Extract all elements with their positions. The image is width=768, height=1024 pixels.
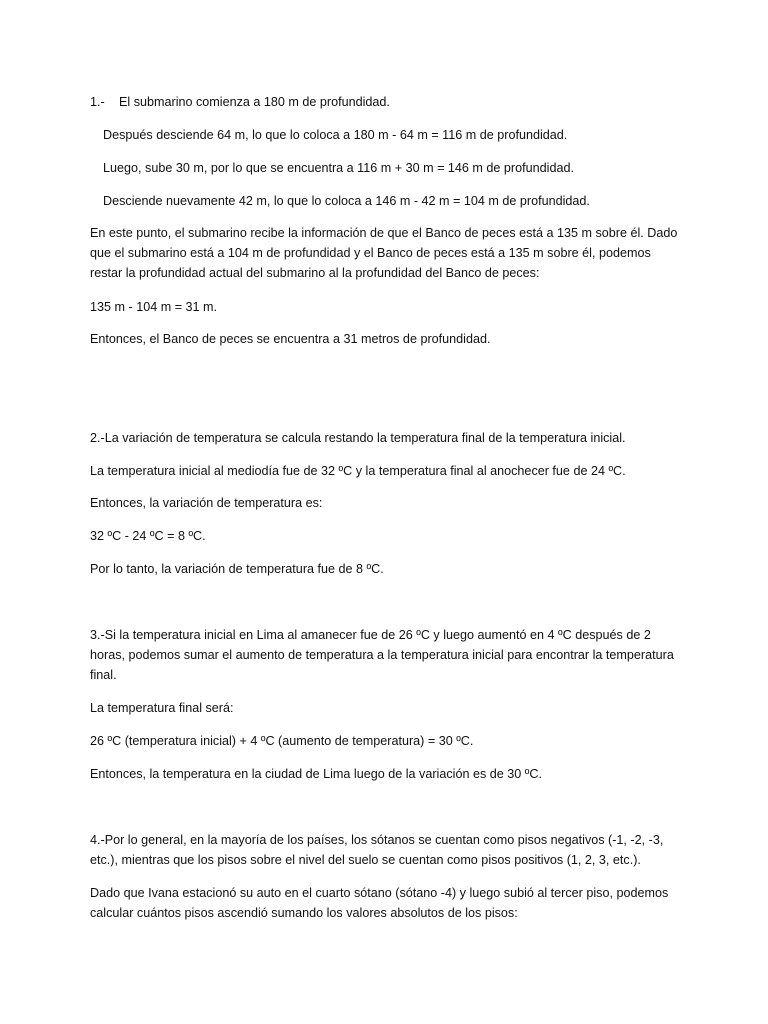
problem-2-calculation: 32 ºC - 24 ºC = 8 ºC. (90, 529, 206, 543)
problem-1-step-descend-again: Desciende nuevamente 42 m, lo que lo coloca a 146 m - 42 m = 104 m de profundidad. (103, 194, 590, 208)
problem-3-intro: 3.-Si la temperatura inicial en Lima al amanecer fue de 26 ºC y luego aumentó en 4 ºC después de 2 horas, podemos sumar el aumento de temperatura a la temperatura inicial para encontrar la temperatura final. (90, 628, 674, 682)
problem-4-explanation: Dado que Ivana estacionó su auto en el cuarto sótano (sótano -4) y luego subió al tercer piso, podemos calcular cuántos pisos ascendió sumando los valores absolutos de los pisos: (90, 886, 669, 920)
problem-3-calculation: 26 ºC (temperatura inicial) + 4 ºC (aumento de temperatura) = 30 ºC. (90, 734, 474, 748)
problem-1-step-ascend: Luego, sube 30 m, por lo que se encuentra a 116 m + 30 m = 146 m de profundidad. (103, 161, 574, 175)
problem-2-lead: Entonces, la variación de temperatura es: (90, 496, 323, 510)
problem-2-data: La temperatura inicial al mediodía fue de 32 ºC y la temperatura final al anochecer fue de 24 ºC. (90, 464, 626, 478)
problem-1-calculation: 135 m - 104 m = 31 m. (90, 300, 218, 314)
problem-1-number: 1.- (90, 95, 105, 109)
problem-1-conclusion: Entonces, el Banco de peces se encuentra a 31 metros de profundidad. (90, 332, 491, 346)
problem-1-explanation: En este punto, el submarino recibe la información de que el Banco de peces está a 135 m sobre él. Dado que el submarino está a 104 m de profundidad y el Banco de peces está a 135 m sobre él, podemos restar la profundidad actual del submarino al la profundidad del Banco de peces: (90, 226, 678, 280)
problem-1-intro-text: El submarino comienza a 180 m de profundidad. (119, 95, 390, 109)
problem-1-step-descend: Después desciende 64 m, lo que lo coloca a 180 m - 64 m = 116 m de profundidad. (103, 128, 568, 142)
problem-3-lead: La temperatura final será: (90, 701, 234, 715)
problem-2-conclusion: Por lo tanto, la variación de temperatura fue de 8 ºC. (90, 562, 384, 576)
problem-4-intro: 4.-Por lo general, en la mayoría de los países, los sótanos se cuentan como pisos negativos (-1, -2, -3, etc.), mientras que los pisos sobre el nivel del suelo se cuentan como pisos positivos (1, 2, 3, etc.). (90, 833, 664, 867)
problem-3-conclusion: Entonces, la temperatura en la ciudad de Lima luego de la variación es de 30 ºC. (90, 767, 542, 781)
problem-2-intro: 2.-La variación de temperatura se calcula restando la temperatura final de la temperatura inicial. (90, 431, 626, 445)
problem-1-intro (90, 92, 680, 112)
